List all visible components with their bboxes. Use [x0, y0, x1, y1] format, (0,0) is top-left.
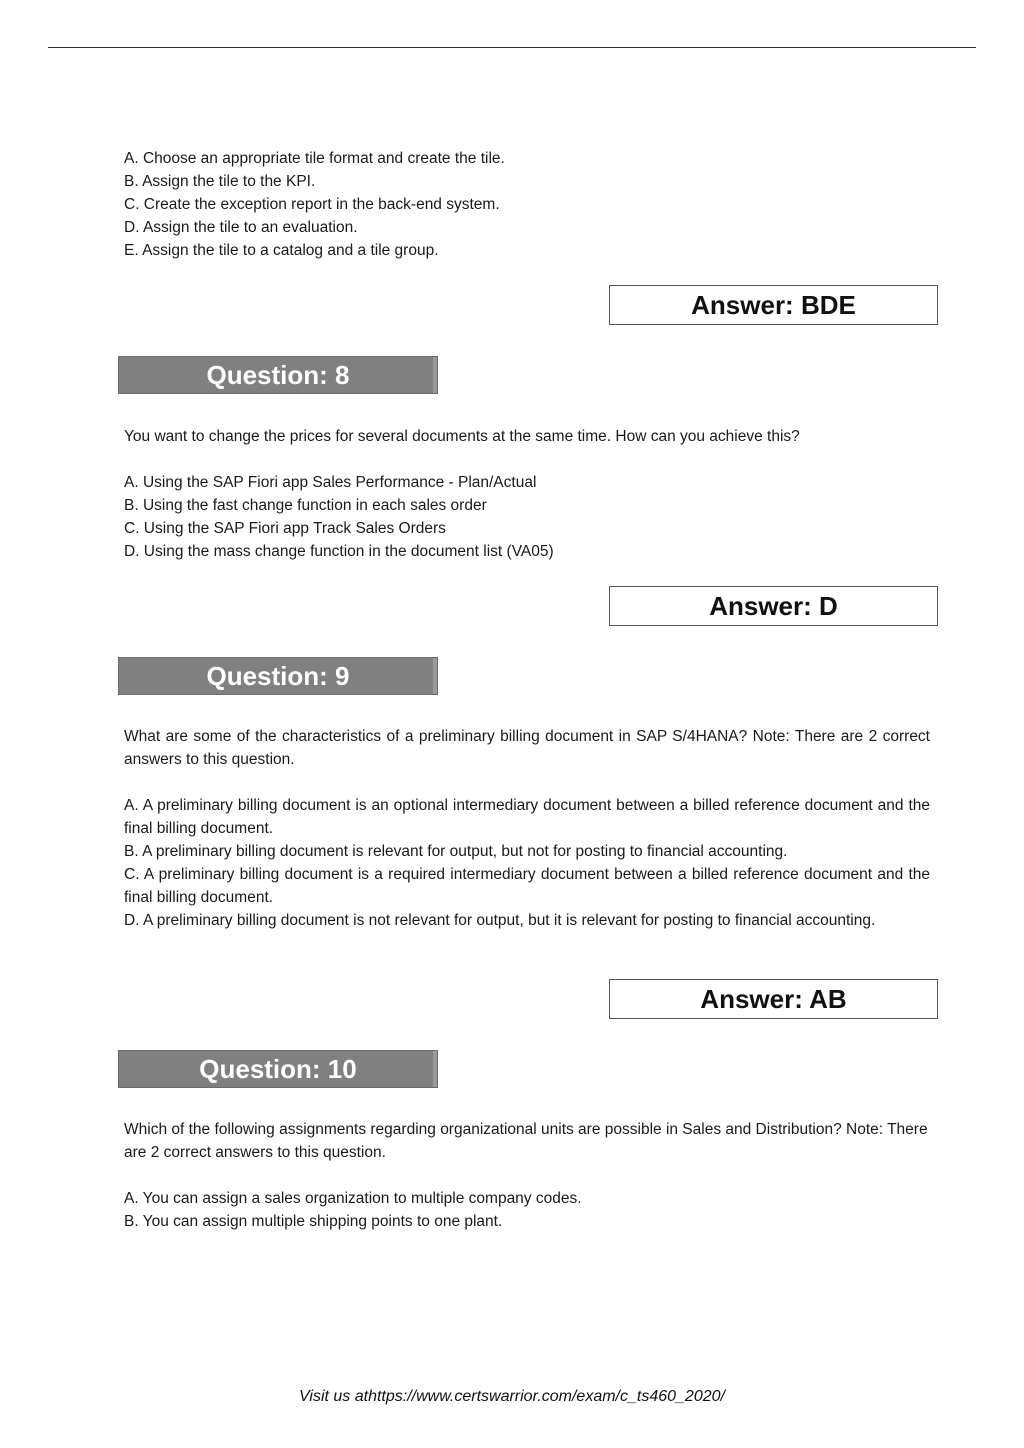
q9-option-b: B. A preliminary billing document is relevant for output, but not for posting to financial accounting. — [124, 843, 788, 860]
q8-option-d: D. Using the mass change function in the document list (VA05) — [124, 543, 554, 560]
q10-question-text: Which of the following assignments regarding organizational units are possible in Sales and Distribution? Note: There are 2 correct answers to this question. — [124, 1121, 928, 1161]
q10-option-b: B. You can assign multiple shipping points to one plant. — [124, 1213, 503, 1230]
footer-link-text[interactable]: Visit us athttps://www.certswarrior.com/exam/c_ts460_2020/ — [299, 1388, 725, 1405]
q8-option-c: C. Using the SAP Fiori app Track Sales Orders — [124, 520, 446, 537]
q10-spacer — [124, 1164, 930, 1187]
q8-spacer — [124, 448, 930, 471]
q9-spacer — [124, 771, 930, 794]
q7-option-a: A. Choose an appropriate tile format and create the tile. — [124, 150, 505, 167]
q9-body — [124, 725, 930, 932]
q8-body — [124, 425, 930, 563]
q9-question-text: What are some of the characteristics of a preliminary billing document in SAP S/4HANA? Note: There are 2 correct answers to this question. — [124, 728, 930, 768]
q7-option-c: C. Create the exception report in the back-end system. — [124, 196, 500, 213]
q9-heading: Question: 9 — [118, 657, 438, 695]
q10-option-a: A. You can assign a sales organization to multiple company codes. — [124, 1190, 582, 1207]
q8-question-text: You want to change the prices for several documents at the same time. How can you achieve this? — [124, 428, 800, 445]
header-rule — [48, 47, 976, 48]
q9-option-d: D. A preliminary billing document is not relevant for output, but it is relevant for posting to financial accounting. — [124, 912, 876, 929]
q10-heading: Question: 10 — [118, 1050, 438, 1088]
q8-answer-box: Answer: D — [609, 586, 938, 626]
q7-option-b: B. Assign the tile to the KPI. — [124, 173, 316, 190]
q8-heading: Question: 8 — [118, 356, 438, 394]
q8-option-a: A. Using the SAP Fiori app Sales Performance - Plan/Actual — [124, 474, 537, 491]
q7-option-d: D. Assign the tile to an evaluation. — [124, 219, 358, 236]
q9-option-c: C. A preliminary billing document is a required intermediary document between a billed reference document and the final billing document. — [124, 866, 930, 906]
q10-body — [124, 1118, 930, 1233]
q9-option-a: A. A preliminary billing document is an optional intermediary document between a billed reference document and the final billing document. — [124, 797, 930, 837]
q7-options — [124, 147, 930, 262]
q8-option-b: B. Using the fast change function in each sales order — [124, 497, 487, 514]
q7-option-e: E. Assign the tile to a catalog and a tile group. — [124, 242, 439, 259]
q7-answer-box: Answer: BDE — [609, 285, 938, 325]
q9-answer-box: Answer: AB — [609, 979, 938, 1019]
